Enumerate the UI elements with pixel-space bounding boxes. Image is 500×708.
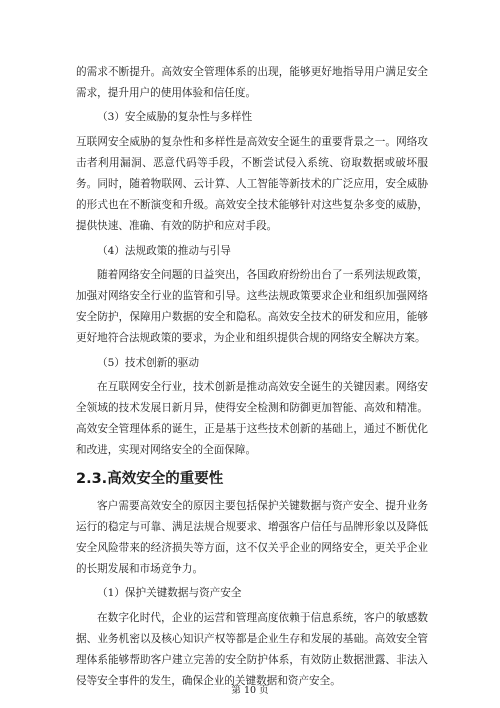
subheading-data-protection: （1）保护关键数据与资产安全 <box>97 587 242 600</box>
paragraph-continuation: 的需求不断提升。高效安全管理体系的出现，能够更好地指导用户满足安全需求，提升用户的使用体验和信任度。 <box>76 66 428 100</box>
subheading-threat-complexity: （3）安全威胁的复杂性与多样性 <box>97 111 253 124</box>
paragraph-threat-complexity: 互联网安全威胁的复杂性和多样性是高效安全诞生的重要背景之一。网络攻击者利用漏洞、恶意代码等手段，不断尝试侵入系统、窃取数据或破坏服务。同时，随着物联网、云计算、人工智能等新技术的广泛应用，安全威胁的形式也在不断演变和升级。高效安全技术能够针对这些复杂多变的威胁，提供快速、准确、有效的防护和应对手段。 <box>76 135 428 233</box>
subheading-regulation: （4）法规政策的推动与引导 <box>97 244 231 257</box>
subheading-innovation: （5）技术创新的驱动 <box>97 356 200 369</box>
paragraph-importance-intro: 客户需要高效安全的原因主要包括保护关键数据与资产安全、提升业务运行的稳定与可靠、满足法规合规要求、增强客户信任与品牌形象以及降低安全风险带来的经济损失等方面，这不仅关乎企业的网络安全，更关乎企业的长期发展和市场竞争力。 <box>76 499 428 576</box>
paragraph-innovation: 在互联网安全行业，技术创新是推动高效安全诞生的关键因素。网络安全领域的技术发展日新月异，使得安全检测和防御更加智能、高效和精准。高效安全管理体系的诞生，正是基于这些技术创新的基础上，通过不断优化和改进，实现对网络安全的全面保障。 <box>76 380 428 457</box>
page-body <box>76 62 428 692</box>
page-number: 第 10 页 <box>231 685 269 696</box>
section-heading: 2.3.高效安全的重要性 <box>76 470 224 487</box>
paragraph-data-protection: 在数字化时代，企业的运营和管理高度依赖于信息系统，客户的敏感数据、业务机密以及核心知识产权等都是企业生存和发展的基础。高效安全管理体系能够帮助客户建立完善的安全防护体系，有效防止数据泄露、非法入侵等安全事件的发生，确保企业的关键数据和资产安全。 <box>76 611 428 688</box>
paragraph-regulation: 随着网络安全问题的日益突出，各国政府纷纷出台了一系列法规政策，加强对网络安全行业的监管和引导。这些法规政策要求企业和组织加强网络安全防护，保障用户数据的安全和隐私。高效安全技术的研发和应用，能够更好地符合法规政策的要求，为企业和组织提供合规的网络安全解决方案。 <box>76 268 428 345</box>
